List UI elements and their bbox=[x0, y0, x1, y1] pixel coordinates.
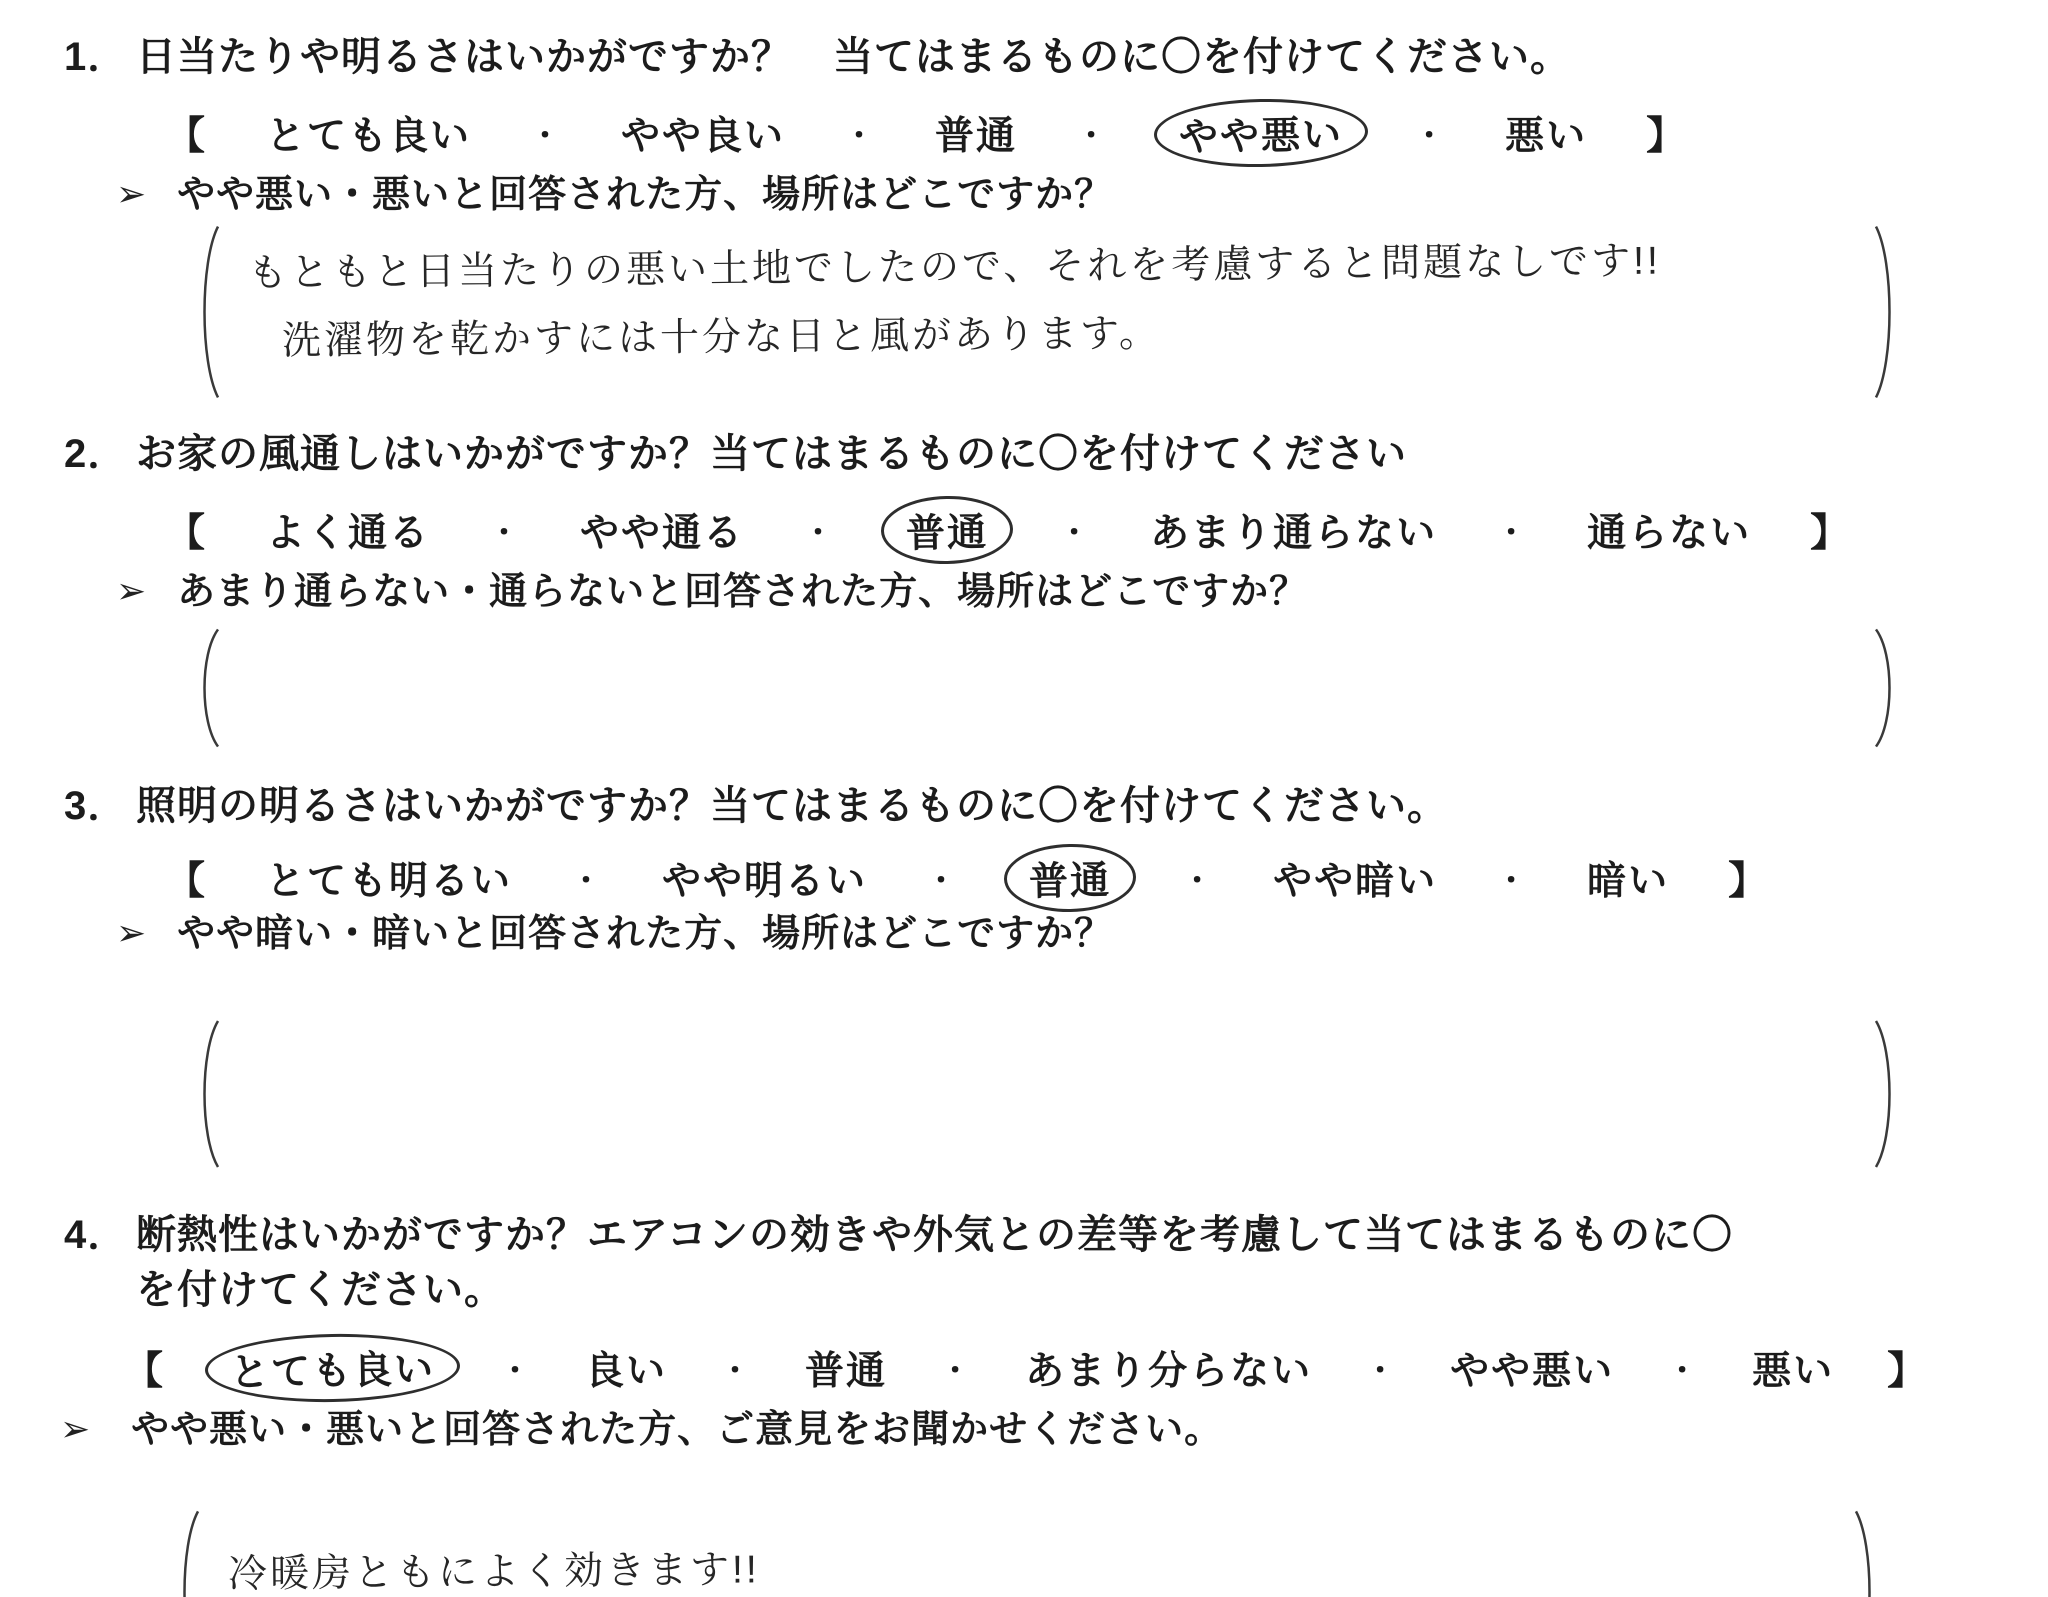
question-4-number: 4． bbox=[64, 1212, 129, 1257]
question-1-title bbox=[64, 30, 1992, 85]
option-separator: ・ bbox=[926, 865, 959, 899]
option-3-3-circled[interactable]: 普通 bbox=[1003, 843, 1136, 913]
option-separator: ・ bbox=[489, 516, 522, 550]
question-3-answer-box[interactable] bbox=[194, 1018, 1900, 1170]
question-4-title bbox=[64, 1208, 1992, 1318]
question-4-text: 断熱性はいかがですか？エアコンの効きや外気との差等を考慮して当てはまるものに〇を付けてください。 bbox=[136, 1212, 1733, 1312]
option-3-4[interactable]: やや暗い bbox=[1273, 860, 1438, 904]
option-4-6[interactable]: 悪い bbox=[1752, 1350, 1835, 1394]
option-2-5[interactable]: 通らない bbox=[1587, 511, 1752, 555]
question-1-followup-text: やや悪い・悪いと回答された方、場所はどこですか？ bbox=[177, 174, 1114, 217]
option-1-2[interactable]: やや良い bbox=[621, 115, 786, 159]
answer-bracket-right bbox=[1872, 627, 1900, 749]
option-separator: ・ bbox=[1076, 120, 1109, 154]
question-2-text: お家の風通しはいかがですか？当てはまるものに〇を付けてください bbox=[136, 431, 1407, 476]
option-separator: ・ bbox=[1182, 865, 1215, 899]
question-4 bbox=[60, 1208, 1992, 1597]
question-3-answer-content bbox=[222, 1018, 1872, 1170]
answer-line: もともと日当たりの悪い土地でしたので、それを考慮すると問題なしです!! bbox=[247, 239, 1662, 295]
option-separator: ・ bbox=[500, 1355, 533, 1389]
option-3-2[interactable]: やや明るい bbox=[662, 860, 868, 904]
option-1-1[interactable]: とても良い bbox=[266, 115, 472, 159]
option-2-4[interactable]: あまり通らない bbox=[1150, 511, 1438, 555]
question-1-options bbox=[166, 99, 1992, 167]
bracket-open: 【 bbox=[124, 1350, 166, 1394]
option-4-3[interactable]: 普通 bbox=[805, 1350, 888, 1394]
option-separator: ・ bbox=[940, 1355, 973, 1389]
bracket-open: 【 bbox=[166, 511, 208, 555]
question-1-number: 1． bbox=[64, 35, 129, 79]
bracket-close: 】 bbox=[1646, 115, 1688, 159]
question-2-title bbox=[64, 427, 1992, 482]
question-2-number: 2． bbox=[64, 431, 129, 476]
option-1-4-circled[interactable]: やや悪い bbox=[1153, 97, 1368, 169]
option-separator: ・ bbox=[571, 865, 604, 899]
option-1-3[interactable]: 普通 bbox=[935, 115, 1018, 159]
option-separator: ・ bbox=[530, 120, 563, 154]
bracket-open: 【 bbox=[166, 115, 208, 159]
option-separator: ・ bbox=[1496, 516, 1529, 550]
question-3 bbox=[64, 779, 1992, 1170]
bracket-close: 】 bbox=[1887, 1350, 1929, 1394]
question-2-options bbox=[166, 496, 1992, 564]
question-3-options bbox=[166, 844, 1992, 912]
answer-bracket-right bbox=[1872, 1018, 1900, 1170]
answer-line: 洗濯物を乾かすには十分な日と風があります。 bbox=[281, 311, 1162, 363]
option-separator: ・ bbox=[1667, 1355, 1700, 1389]
answer-bracket-right bbox=[1872, 223, 1900, 401]
option-separator: ・ bbox=[1365, 1355, 1398, 1389]
question-2-followup bbox=[116, 568, 1992, 617]
question-2-answer-content bbox=[222, 627, 1872, 749]
question-1 bbox=[64, 30, 1992, 401]
question-3-title bbox=[64, 779, 1992, 834]
answer-bracket-left bbox=[174, 1508, 202, 1597]
option-2-2[interactable]: やや通る bbox=[580, 511, 745, 555]
question-4-followup-text: やや悪い・悪いと回答された方、ご意見をお聞かせください。 bbox=[131, 1409, 1224, 1452]
question-2-answer-box[interactable] bbox=[194, 627, 1900, 749]
arrowhead-icon: ➢ bbox=[116, 912, 148, 954]
option-separator: ・ bbox=[1414, 120, 1447, 154]
question-2 bbox=[64, 427, 1992, 750]
question-4-answer-content bbox=[202, 1508, 1852, 1597]
option-4-5[interactable]: やや悪い bbox=[1450, 1350, 1615, 1394]
question-1-followup bbox=[116, 171, 1992, 220]
answer-bracket-left bbox=[194, 1018, 222, 1170]
option-2-1[interactable]: よく通る bbox=[266, 511, 431, 555]
option-1-5[interactable]: 悪い bbox=[1505, 115, 1588, 159]
answer-bracket-right bbox=[1852, 1508, 1880, 1597]
answer-line: 冷暖房ともによく効きます!! bbox=[227, 1547, 760, 1596]
option-separator: ・ bbox=[720, 1355, 753, 1389]
question-3-followup bbox=[116, 910, 1992, 959]
arrowhead-icon: ➢ bbox=[116, 569, 148, 611]
option-separator: ・ bbox=[803, 516, 836, 550]
question-1-answer-box[interactable] bbox=[194, 223, 1900, 401]
bracket-close: 】 bbox=[1810, 511, 1852, 555]
option-separator: ・ bbox=[1496, 865, 1529, 899]
option-2-3-circled[interactable]: 普通 bbox=[880, 495, 1013, 565]
option-4-1-circled[interactable]: とても良い bbox=[204, 1332, 460, 1404]
arrowhead-icon: ➢ bbox=[116, 173, 148, 215]
option-4-4[interactable]: あまり分らない bbox=[1025, 1350, 1313, 1394]
option-separator: ・ bbox=[1059, 516, 1092, 550]
bracket-open: 【 bbox=[166, 860, 208, 904]
question-4-options bbox=[124, 1334, 1992, 1402]
answer-bracket-left bbox=[194, 627, 222, 749]
arrowhead-icon: ➢ bbox=[60, 1408, 92, 1450]
question-4-answer-box[interactable] bbox=[174, 1508, 1880, 1597]
option-separator: ・ bbox=[844, 120, 877, 154]
question-1-text: 日当たりや明るさはいかがですか？ 当てはまるものに〇を付けてください。 bbox=[136, 35, 1571, 79]
bracket-close: 】 bbox=[1728, 860, 1770, 904]
question-4-followup bbox=[60, 1406, 1992, 1455]
question-2-followup-text: あまり通らない・通らないと回答された方、場所はどこですか？ bbox=[177, 570, 1309, 613]
question-3-number: 3． bbox=[64, 784, 129, 829]
option-3-1[interactable]: とても明るい bbox=[266, 860, 513, 904]
question-3-followup-text: やや暗い・暗いと回答された方、場所はどこですか？ bbox=[177, 913, 1114, 956]
option-4-2[interactable]: 良い bbox=[585, 1350, 668, 1394]
option-3-5[interactable]: 暗い bbox=[1587, 860, 1670, 904]
question-3-text: 照明の明るさはいかがですか？当てはまるものに〇を付けてください。 bbox=[136, 784, 1448, 829]
question-1-answer-content bbox=[222, 223, 1872, 401]
answer-bracket-left bbox=[194, 223, 222, 401]
